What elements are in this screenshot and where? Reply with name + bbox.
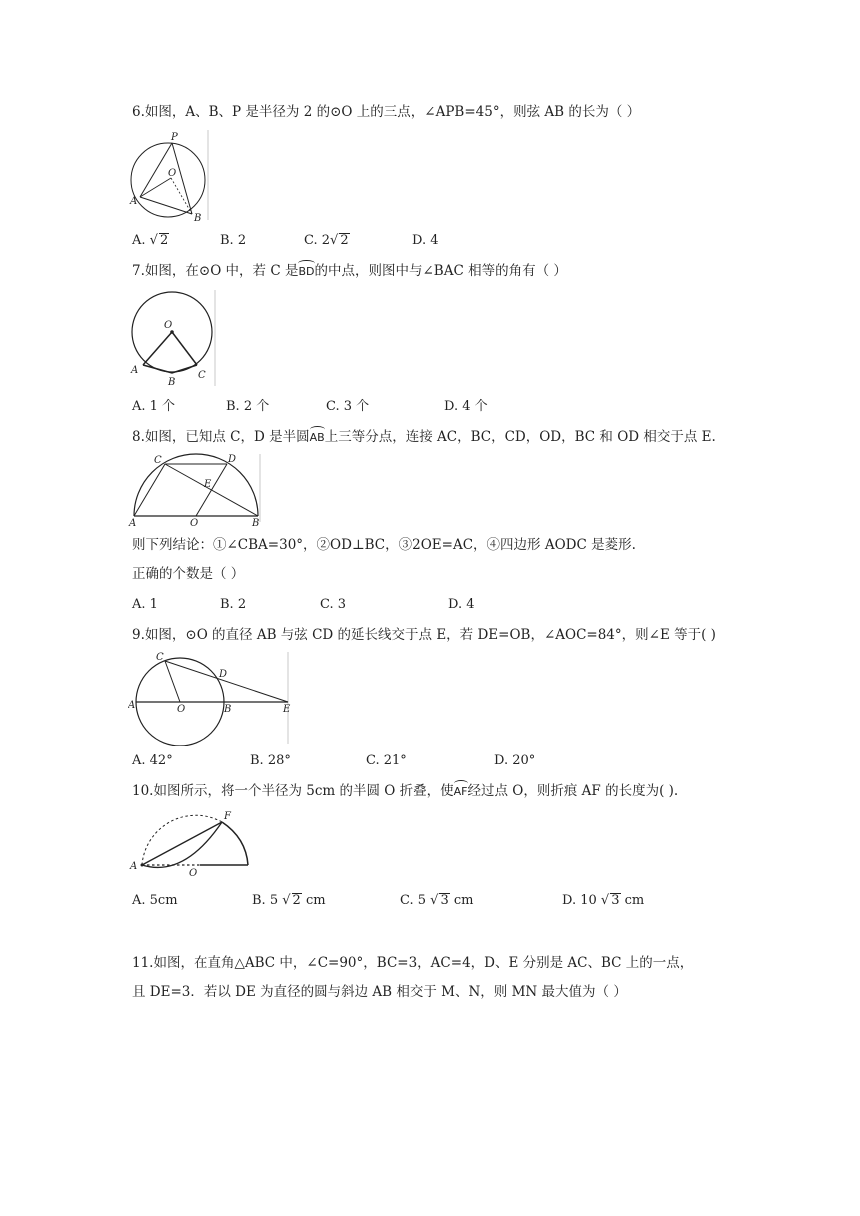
- q6-option-d: D. 4: [412, 233, 439, 248]
- q8-question: 正确的个数是（ ）: [132, 566, 245, 582]
- q7-label-a: A: [131, 365, 139, 376]
- q8-conclusions: 则下列结论：①∠CBA=30°，②OD⊥BC，③2OE=AC，④四边形 AODC 是菱形.: [132, 537, 636, 553]
- q9-option-a: A. 42°: [132, 753, 173, 768]
- q9-label-b: B: [224, 704, 232, 715]
- q10-label-f: F: [224, 811, 231, 822]
- q7-option-c: C. 3 个: [326, 399, 370, 414]
- q6-label-a: A: [130, 196, 138, 207]
- q8-option-c: C. 3: [320, 597, 347, 612]
- q7-arc-bd: BD: [298, 263, 314, 281]
- q10-label-a: A: [130, 861, 138, 872]
- q7-figure: [128, 288, 218, 388]
- q7-stem: 7.如图，在⊙O 中，若 C 是BD的中点，则图中与∠BAC 相等的角有（ ）: [132, 263, 567, 279]
- q10-arc-af: AF: [454, 783, 468, 801]
- q7-label-o: O: [164, 320, 173, 331]
- q6-stem: 6.如图，A、B、P 是半径为 2 的⊙O 上的三点，∠APB=45°，则弦 AB 的长为（ ）: [132, 104, 641, 120]
- q7-option-b: B. 2 个: [226, 399, 270, 414]
- q9-label-e: E: [283, 704, 291, 715]
- q9-label-o: O: [177, 704, 186, 715]
- q8-option-b: B. 2: [220, 597, 247, 612]
- q6-option-b: B. 2: [220, 233, 247, 248]
- q8-label-o: O: [190, 518, 199, 528]
- q10-option-b: B. 5 √ 2 cm: [252, 893, 326, 908]
- q8-figure: [128, 452, 268, 528]
- q6-label-p: P: [171, 132, 178, 143]
- q9-option-d: D. 20°: [494, 753, 536, 768]
- q9-label-d: D: [219, 669, 228, 680]
- q8-arc-ab: AB: [310, 429, 325, 447]
- q8-option-d: D. 4: [448, 597, 475, 612]
- q8-label-d: D: [228, 454, 237, 465]
- q8-label-a: A: [129, 518, 137, 528]
- q10-figure: [128, 808, 252, 880]
- q10-option-a: A. 5cm: [132, 893, 178, 908]
- q6-label-b: B: [194, 213, 202, 222]
- q10-label-o: O: [189, 868, 198, 879]
- q10-stem: 10.如图所示，将一个半径为 5cm 的半圆 O 折叠，使AF经过点 O，则折痕 AF 的长度为( ).: [132, 783, 679, 799]
- q6-label-o: O: [168, 168, 177, 179]
- q8-label-c: C: [154, 455, 162, 466]
- q9-stem: 9.如图，⊙O 的直径 AB 与弦 CD 的延长线交于点 E，若 DE=OB，∠AOC=84°，则∠E 等于( ): [132, 627, 716, 643]
- q9-figure: [128, 650, 296, 746]
- q7-option-d: D. 4 个: [444, 399, 488, 414]
- q11-line2: 且 DE=3．若以 DE 为直径的圆与斜边 AB 相交于 M、N，则 MN 最大值为（ ）: [132, 984, 627, 1000]
- q9-label-c: C: [156, 652, 164, 663]
- q7-label-c: C: [198, 370, 206, 381]
- q8-label-b: B: [252, 518, 260, 528]
- q8-label-e: E: [204, 479, 212, 490]
- q7-label-b: B: [168, 377, 176, 388]
- q10-option-d: D. 10 √ 3 cm: [562, 893, 645, 908]
- q9-label-a: A: [128, 700, 136, 711]
- q6-option-a: A. √ 2: [132, 233, 169, 248]
- q6-figure: [128, 128, 212, 222]
- q8-option-a: A. 1: [132, 597, 158, 612]
- q7-option-a: A. 1 个: [132, 399, 176, 414]
- q6-option-c: C. 2√ 2: [304, 233, 349, 248]
- q9-option-b: B. 28°: [250, 753, 291, 768]
- q8-stem: 8.如图，已知点 C，D 是半圆AB上三等分点，连接 AC，BC，CD，OD，BC 和 OD 相交于点 E.: [132, 429, 716, 445]
- q10-option-c: C. 5 √ 3 cm: [400, 893, 474, 908]
- q9-option-c: C. 21°: [366, 753, 407, 768]
- q11-line1: 11.如图，在直角△ABC 中，∠C=90°，BC=3，AC=4，D、E 分别是 AC、BC 上的一点，: [132, 955, 694, 971]
